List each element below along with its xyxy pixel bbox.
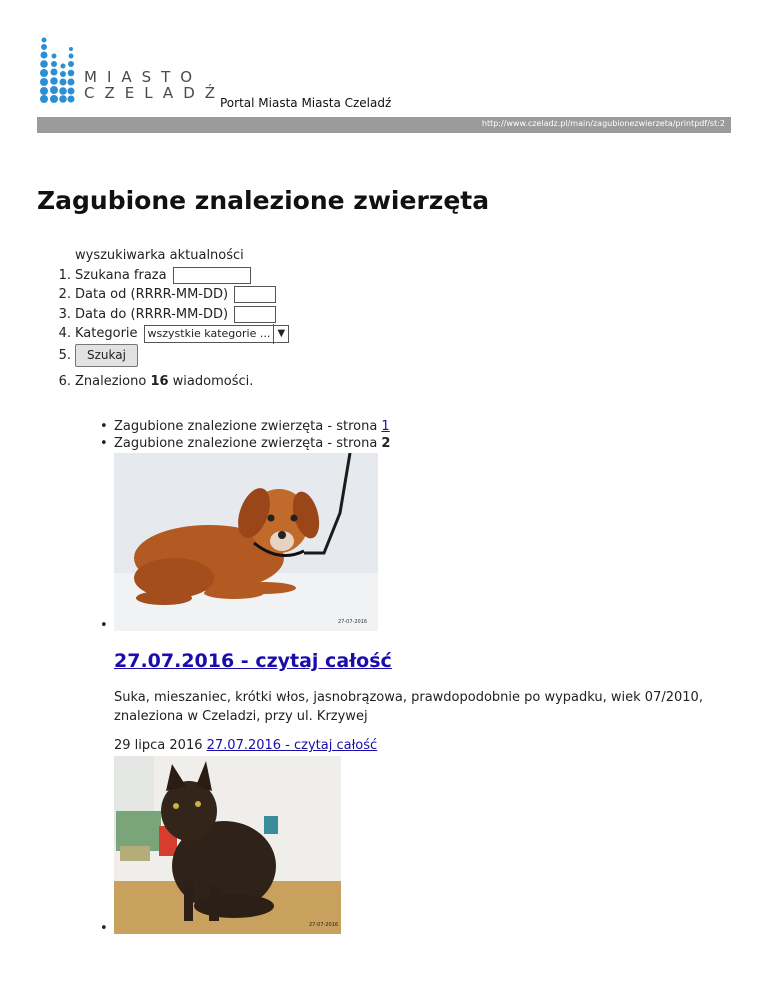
search-phrase-label: Szukana fraza [75,267,167,283]
search-phrase-row [58,266,289,286]
dog-photo[interactable] [114,453,378,631]
search-phrase-input[interactable] [173,267,251,284]
date-to-input[interactable] [234,306,276,323]
site-header [37,36,731,118]
article-meta [114,738,377,753]
category-select[interactable] [144,325,290,343]
search-heading: wyszukiwarka aktualności [75,248,244,263]
list-number: 2. [58,287,71,302]
category-label: Kategorie [75,326,138,341]
list-number: 4. [58,326,71,341]
results-number: 16 [150,374,169,389]
article-title-link[interactable]: 27.07.2016 - czytaj całość [114,650,392,672]
category-selected-value: wszystkie kategorie ... [147,327,271,340]
article-date: 29 lipca 2016 [114,738,203,753]
url-bar [37,117,731,133]
logo-wordmark [84,69,225,101]
cat-photo[interactable] [114,756,341,934]
page-title: Zagubione znalezione zwierzęta [37,186,490,215]
cat-image [114,756,341,934]
date-to-label: Data do (RRRR-MM-DD) [75,306,229,322]
read-more-link[interactable]: 27.07.2016 - czytaj całość [206,738,378,753]
pagination-list [96,418,390,452]
page-link-label: Zagubione znalezione zwierzęta - strona [114,419,382,434]
date-to-row [58,305,289,325]
dropdown-arrow-icon[interactable]: ▼ [273,324,288,344]
category-row [58,324,289,344]
logo-line-1: MIASTO [84,68,203,86]
list-number: 1. [58,267,71,283]
list-number: 5. [58,347,71,363]
date-from-label: Data od (RRRR-MM-DD) [75,287,229,302]
news-search-form [58,246,289,367]
list-bullet: • [100,921,108,936]
date-from-input[interactable] [234,286,276,303]
article-description: Suka, mieszaniec, krótki włos, jasnobrązowa, prawdopodobnie po wypadku, wiek 07/2010, znaleziona w Czeladzi, przy ul. Krzywej [114,690,703,724]
results-prefix: Znaleziono [75,374,151,389]
page-link-label: Zagubione znalezione zwierzęta - strona [114,436,382,451]
photo-date-stamp: 27-07-2016 [309,922,339,928]
current-page: 2 [381,436,391,451]
list-item [96,418,390,435]
list-number: 6. [58,374,71,389]
dog-image [114,453,378,631]
results-count [58,374,254,389]
date-from-row [58,285,289,305]
portal-title: Portal Miasta Miasta Czeladź [220,96,392,110]
list-bullet: • [100,618,108,633]
results-suffix: wiadomości. [168,374,254,389]
article-title[interactable] [114,650,392,672]
search-button-row [58,345,289,367]
page-1-link[interactable]: 1 [381,419,390,434]
page-url: http://www.czeladz.pl/main/zagubionezwierzeta/printpdf/st:2 [481,119,725,128]
search-button[interactable]: Szukaj [75,344,138,368]
list-number: 3. [58,306,71,322]
list-item [96,435,390,452]
logo-line-2: CZELADŹ [84,84,226,102]
photo-date-stamp: 27-07-2016 [338,619,368,625]
